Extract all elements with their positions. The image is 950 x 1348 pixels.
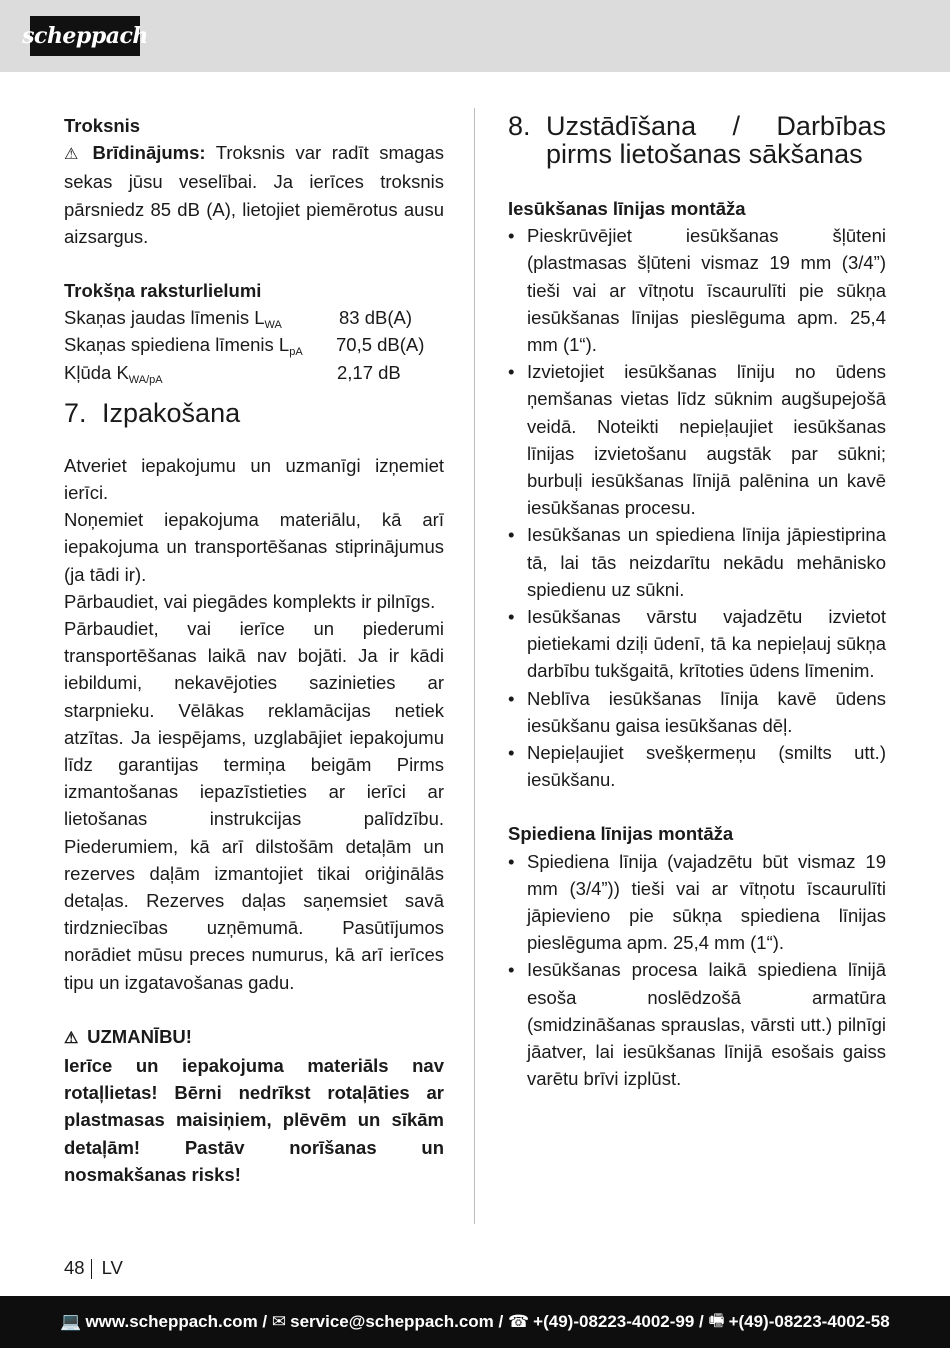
page-header [0,0,950,72]
unpack-paragraph: Pārbaudiet, vai ierīce un piederumi transportēšanas laikā nav bojāti. Ja ir kādi iebildumi, nekavējoties sazinieties ar starpnieku. Vēlākas reklamācijas netiek atzītas. Ja iespējams, uzglabājiet iepakojumu līdz garantijas termiņa beigām Pirms izmantošanas iepazīstieties ar ierīci ar lietošanas instrukcijas palīdzību. Piederumiem, kā arī dilstošām detaļām un rezerves daļām izmantojiet tikai oriģinālās detaļas. Rezerves daļas saņemsiet savā tirdzniecības uzņēmumā. Pasūtījumos norādiet mūsu preces numurus, kā arī ierīces tipu un izgatavošanas gadu. [64,618,444,993]
pressure-line-list [508,848,886,1093]
spec-value: 70,5 dB(A) [336,334,425,356]
spec-value: 83 dB(A) [339,307,413,329]
spec-subscript: pA [289,346,303,359]
mail-icon: ✉ [271,1312,287,1331]
page-number: 48 [64,1257,85,1278]
language-code: LV [101,1257,123,1278]
caution-text: Ierīce un iepakojuma materiāls nav rotaļlietas! Bērni nedrīkst rotaļāties ar plastmasas maisiņiem, plēvēm un sīkām detaļām! Pastāv norīšanas un nosmakšanas risks! [64,1055,444,1185]
caution-heading: ⚠ UZMANĪBU! [64,1023,444,1052]
website-link[interactable]: www.scheppach.com / [85,1312,268,1331]
warning-triangle-icon: ⚠ [64,1029,79,1047]
section-title: Uzstādīšana / Darbības pirms lietošanas sākšanas [546,111,886,169]
right-column [508,112,886,1093]
list-item: • Izvietojiet iesūkšanas līniju no ūdens ņemšanas vietas līdz sūknim augšupejošā veidā. Noteikti nepieļaujiet iesūkšanas līnijas izvietošanu augstāk par sūkni; burbuļi iesūkšanas līnijā palēnina un kavē iesūkšanas procesu. [508,358,886,521]
noise-heading: Troksnis [64,115,141,136]
unpack-paragraph: Pārbaudiet, vai piegādes komplekts ir pilnīgs. [64,590,436,612]
list-item: • Pieskrūvējiet iesūkšanas šļūteni (plastmasas šļūteni vismaz 19 mm (3/4”) tieši vai ar vītņotu īscaurulīti pie sūkņa iesūkšanas līnijas pieslēguma apm. 25,4 mm (1“). [508,222,886,358]
spec-subscript: WA [264,319,282,332]
section-title: Izpakošana [102,397,241,428]
spec-label: Kļūda K [64,361,129,383]
noise-warning [64,139,444,250]
computer-icon: 💻 [60,1312,82,1331]
list-item: • Iesūkšanas un spiediena līnija jāpiestiprina tā, lai tās neizdarītu nekādu mehānisko spiedienu uz sūkni. [508,521,886,603]
suction-line-heading: Iesūkšanas līnijas montāža [508,198,746,219]
section-number: 8. [508,111,531,141]
scheppach-logo: scheppach [30,16,140,56]
suction-line-list [508,222,886,793]
warning-text: Troksnis var radīt smagas sekas jūsu veselībai. Ja ierīces troksnis pārsniedz 85 dB (A), lietojiet piemērotus ausu aizsargus. [64,142,445,247]
spec-label: Skaņas jaudas līmenis L [64,307,265,329]
spec-row-sound-pressure [64,331,444,358]
page-number-footer [64,1256,123,1280]
left-column [64,112,444,1188]
column-divider [474,108,475,1224]
list-item: • Iesūkšanas procesa laikā spiediena līnijā esoša noslēdzošā armatūra (smidzināšanas sprauslas, vārsti utt.) pilnīgi jāatver, lai iesūkšanas līnijā esošais gaiss varētu brīvi izplūst. [508,956,886,1092]
spec-row-sound-power [64,304,444,331]
list-item: • Spiediena līnija (vajadzētu būt vismaz 19 mm (3/4”)) tieši vai ar vītņotu īscaurulīti jāpievieno pie sūkņa spiediena līnijas pieslēguma apm. 25,4 mm (1“). [508,848,886,957]
list-item: • Iesūkšanas vārstu vajadzētu izvietot pietiekami dziļi ūdenī, tā ka nepieļauj sūkņa darbību tukšgaitā, krītoties ūdens līmenim. [508,603,886,685]
list-item: • Nepieļaujiet svešķermeņu (smilts utt.) iesūkšanu. [508,739,886,793]
fax-number: +(49)-08223-4002-58 [728,1312,890,1331]
pressure-line-heading: Spiediena līnijas montāža [508,823,734,845]
fax-icon: 🖷 [708,1310,725,1330]
spec-subscript: WA/pA [128,373,163,386]
noise-values-heading: Trokšņa raksturlielumi [64,280,262,302]
warning-label: Brīdinājums: [92,142,206,164]
warning-triangle-icon: ⚠ [64,146,79,164]
phone-number: +(49)-08223-4002-99 / [533,1312,704,1331]
section-8-heading [508,112,886,168]
unpack-paragraph: Atveriet iepakojumu un uzmanīgi izņemiet ierīci. [64,454,444,503]
list-item: • Neblīva iesūkšanas līnija kavē ūdens iesūkšanu gaisa iesūkšanas dēļ. [508,685,886,739]
spec-value: 2,17 dB [337,361,401,383]
phone-icon: ☎ [507,1312,530,1331]
spec-row-uncertainty [64,359,444,386]
contact-bar [0,1296,950,1348]
section-7-heading [64,398,444,428]
section-number: 7. [64,397,87,428]
spec-label: Skaņas spiediena līmenis L [64,334,290,356]
email-link[interactable]: service@scheppach.com / [290,1312,504,1331]
unpack-paragraph: Noņemiet iepakojuma materiālu, kā arī iepakojuma un transportēšanas stiprinājumus (ja tādi ir). [64,509,444,585]
